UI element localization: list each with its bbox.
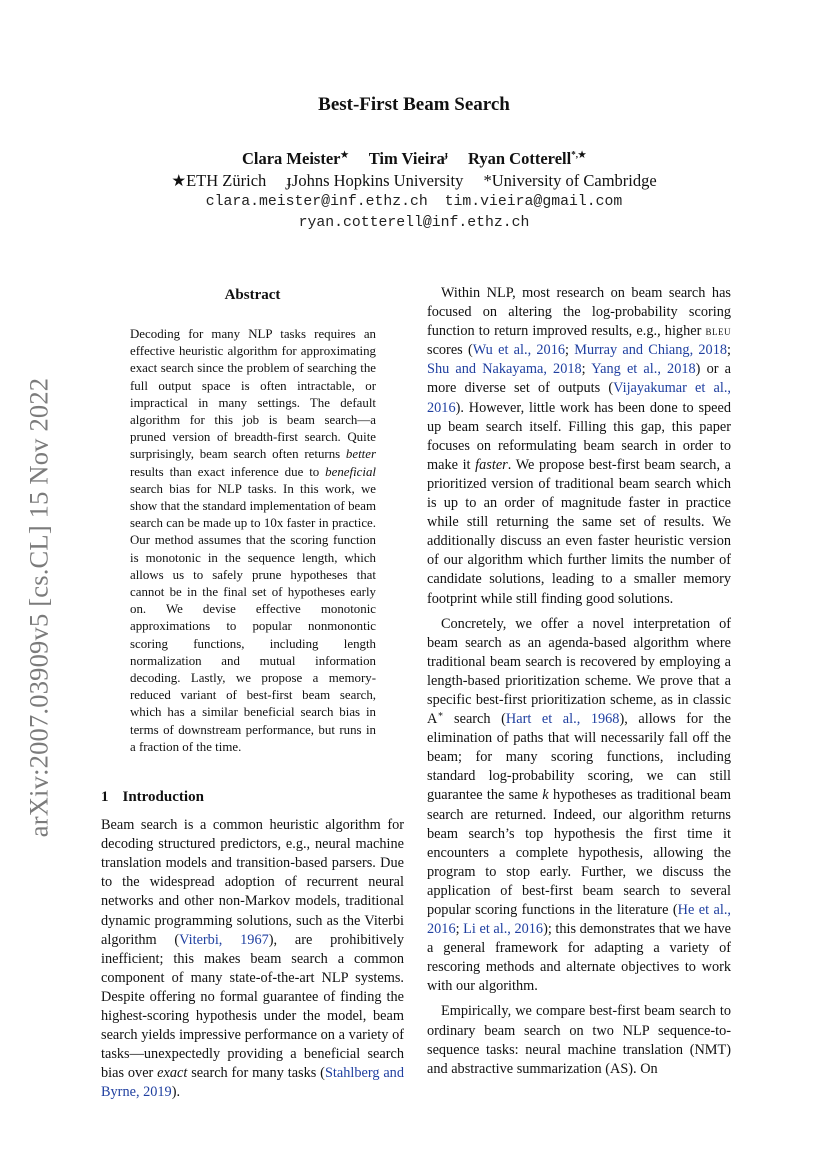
- citation-link[interactable]: Stahlberg and Byrne, 2019: [101, 1065, 404, 1101]
- intro-paragraph-4: Empirically, we compare best-first beam search to ordinary beam search on two NLP sequence-to-sequence tasks: neural machine translation (NMT) and abstractive summarization (AS). On: [427, 1003, 731, 1077]
- email: clara.meister@inf.ethz.ch: [205, 194, 428, 210]
- intro-paragraph-3: Concretely, we offer a novel interpretation of beam search as an agenda-based algorithm where traditional beam search is recovered by employing a length-based prioritization scheme. We prove that a specific best-first prioritization scheme, as in classic A∗ search (Hart et al., 1968), allows for the elimination of paths that will necessarily fall off the beam; for many scoring functions, including standard log-probability scoring, we can still guarantee the same k hypotheses as traditional beam search are returned. Indeed, our algorithm returns beam search’s top hypothesis the first time it encounters a complete hypothesis, allowing the program to stop early. Further, we discuss the application of best-first beam search to several popular scoring functions in the literature (He et al., 2016; Li et al., 2016); this demonstrates that we have a general framework for adapting a variety of rescoring methods and alternate objectives to work with our algorithm.: [427, 615, 732, 995]
- citation-link[interactable]: Murray and Chiang, 2018: [574, 342, 728, 359]
- citation-link[interactable]: Viterbi, 1967: [179, 931, 269, 948]
- citation-link[interactable]: He et al., 2016: [427, 902, 732, 938]
- intro-paragraph-2: Within NLP, most research on beam search has focused on altering the log-probability scoring function to return improved results, e.g., higher bleu scores (Wu et al., 2016; Murray and Chiang, 2018; Shu and Nakayama, 2018; Yang et al., 2018) or a more diverse set of outputs (Vijayakumar et al., 2016). However, little work has been done to speed up beam search itself. Filling this gap, this paper focuses on reformulating beam search in order to make it faster. We propose best-first beam search, a prioritized version of traditional beam search which is up to an order of magnitude faster in practice while still returning the same set of results. We additionally discuss an even faster heuristic version of our algorithm which further limits the number of candidate solutions, leading to a smaller memory footprint while still finding good solutions.: [427, 285, 732, 607]
- paper-title: Best-First Beam Search: [318, 94, 510, 115]
- email-line: [0, 192, 828, 213]
- citation-link[interactable]: Wu et al., 2016: [472, 342, 565, 359]
- left-column: [101, 284, 404, 1102]
- intro-paragraph-1: Beam search is a common heuristic algorithm for decoding structured predictors, e.g., neural machine translation models and transition-based parsers. Due to the widespread adoption of recurrent neural networks and other non-Markov models, traditional dynamic programming solutions, such as the Viterbi algorithm (Viterbi, 1967), are prohibitively inefficient; this makes beam search a common component of many state-of-the-art NLP systems. Despite offering no formal guarantee of finding the highest-scoring hypothesis under the model, beam search yields impressive performance on a variety of tasks—unexpectedly providing a beneficial search bias over exact search for many tasks (Stahlberg and Byrne, 2019).: [101, 817, 404, 1101]
- email-line: [0, 213, 828, 234]
- author: Tim Vieira$^ɟ$: [368, 149, 448, 168]
- section-heading-introduction: 1 Introduction: [101, 789, 204, 806]
- abstract-text: Decoding for many NLP tasks requires an effective heuristic algorithm for approximating exact search since the problem of searching the full output space is often intractable, or impractical in many settings. The default algorithm for this job is beam search—a pruned version of breadth-first search. Quite surprisingly, beam search often returns better results than exact inference due to beneficial search bias for NLP tasks. In this work, we show that the standard implementation of beam search can be made up to 10x faster in practice. Our method assumes that the scoring function is monotonic in the sequence length, which allows us to safely prune hypotheses that cannot be in the final set of hypotheses early on. We devise effective monotonic approximations to popular nonmonontic scoring functions, including length normalization and mutual information decoding. Lastly, we propose a memory-reduced variant of best-first beam search, which has a similar beneficial search bias in terms of downstream performance, but runs in a fraction of the time.: [130, 327, 376, 754]
- affiliation: *University of Cambridge: [483, 171, 657, 190]
- email: ryan.cotterell@inf.ethz.ch: [298, 215, 530, 231]
- citation-link[interactable]: Vijayakumar et al., 2016: [427, 380, 732, 416]
- email: tim.vieira@gmail.com: [444, 194, 623, 210]
- author: Ryan Cotterell*,★: [468, 149, 587, 168]
- citation-link[interactable]: Li et al., 2016: [463, 921, 544, 938]
- right-column: [427, 284, 731, 1079]
- citation-link[interactable]: Yang et al., 2018: [591, 361, 696, 378]
- arxiv-identifier: arXiv:2007.03909v5 [cs.CL] 15 Nov 2022: [23, 377, 54, 838]
- author-names: [0, 148, 828, 170]
- affiliations: [0, 170, 828, 192]
- affiliation: ★ETH Zürich: [171, 171, 267, 190]
- author: Clara Meister★: [241, 149, 349, 168]
- author-block: [0, 148, 828, 234]
- affiliation: ɟJohns Hopkins University: [286, 171, 464, 190]
- citation-link[interactable]: Hart et al., 1968: [505, 711, 620, 728]
- arxiv-stamp: [14, 355, 64, 860]
- citation-link[interactable]: Shu and Nakayama, 2018: [427, 361, 582, 378]
- abstract-heading: Abstract: [224, 287, 281, 303]
